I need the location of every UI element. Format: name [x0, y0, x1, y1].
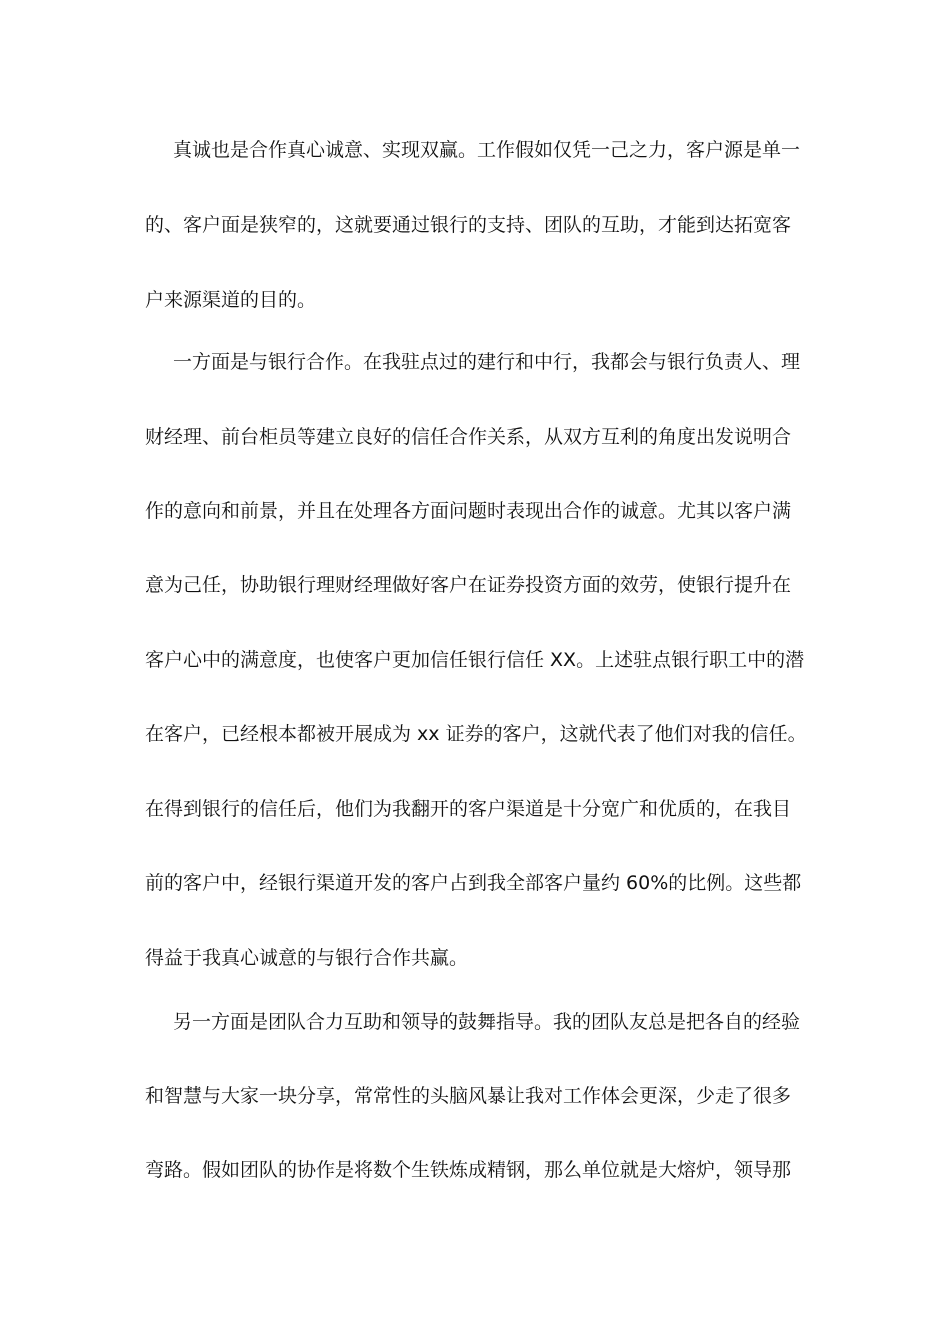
paragraph-line: 意为己任，协助银行理财经理做好客户在证券投资方面的效劳，使银行提升在	[145, 574, 792, 596]
paragraph-line: 作的意向和前景，并且在处理各方面问题时表现出合作的诚意。尤其以客户满	[145, 500, 792, 522]
paragraph-line: 客户心中的满意度，也使客户更加信任银行信任 XX。上述驻点银行职工中的潜	[145, 649, 805, 671]
paragraph-line: 的、客户面是狭窄的，这就要通过银行的支持、团队的互助，才能到达拓宽客	[145, 214, 792, 236]
paragraph-line: 得益于我真心诚意的与银行合作共赢。	[145, 947, 469, 969]
paragraph-line: 另一方面是团队合力互助和领导的鼓舞指导。我的团队友总是把各自的经验	[173, 1011, 801, 1033]
paragraph-line: 弯路。假如团队的协作是将数个生铁炼成精钢，那么单位就是大熔炉，领导那	[145, 1159, 792, 1181]
paragraph-line: 在客户，已经根本都被开展成为 xx 证券的客户，这就代表了他们对我的信任。	[145, 723, 807, 745]
paragraph-line: 真诚也是合作真心诚意、实现双赢。工作假如仅凭一己之力，客户源是单一	[173, 139, 801, 161]
paragraph-line: 户来源渠道的目的。	[145, 289, 317, 311]
paragraph-line: 和智慧与大家一块分享，常常性的头脑风暴让我对工作体会更深，少走了很多	[145, 1085, 792, 1107]
paragraph-line: 前的客户中，经银行渠道开发的客户占到我全部客户量约 60%的比例。这些都	[145, 872, 802, 894]
paragraph-line: 一方面是与银行合作。在我驻点过的建行和中行，我都会与银行负责人、理	[173, 351, 801, 373]
paragraph-line: 财经理、前台柜员等建立良好的信任合作关系，从双方互利的角度出发说明合	[145, 426, 792, 448]
paragraph-line: 在得到银行的信任后，他们为我翻开的客户渠道是十分宽广和优质的，在我目	[145, 798, 792, 820]
